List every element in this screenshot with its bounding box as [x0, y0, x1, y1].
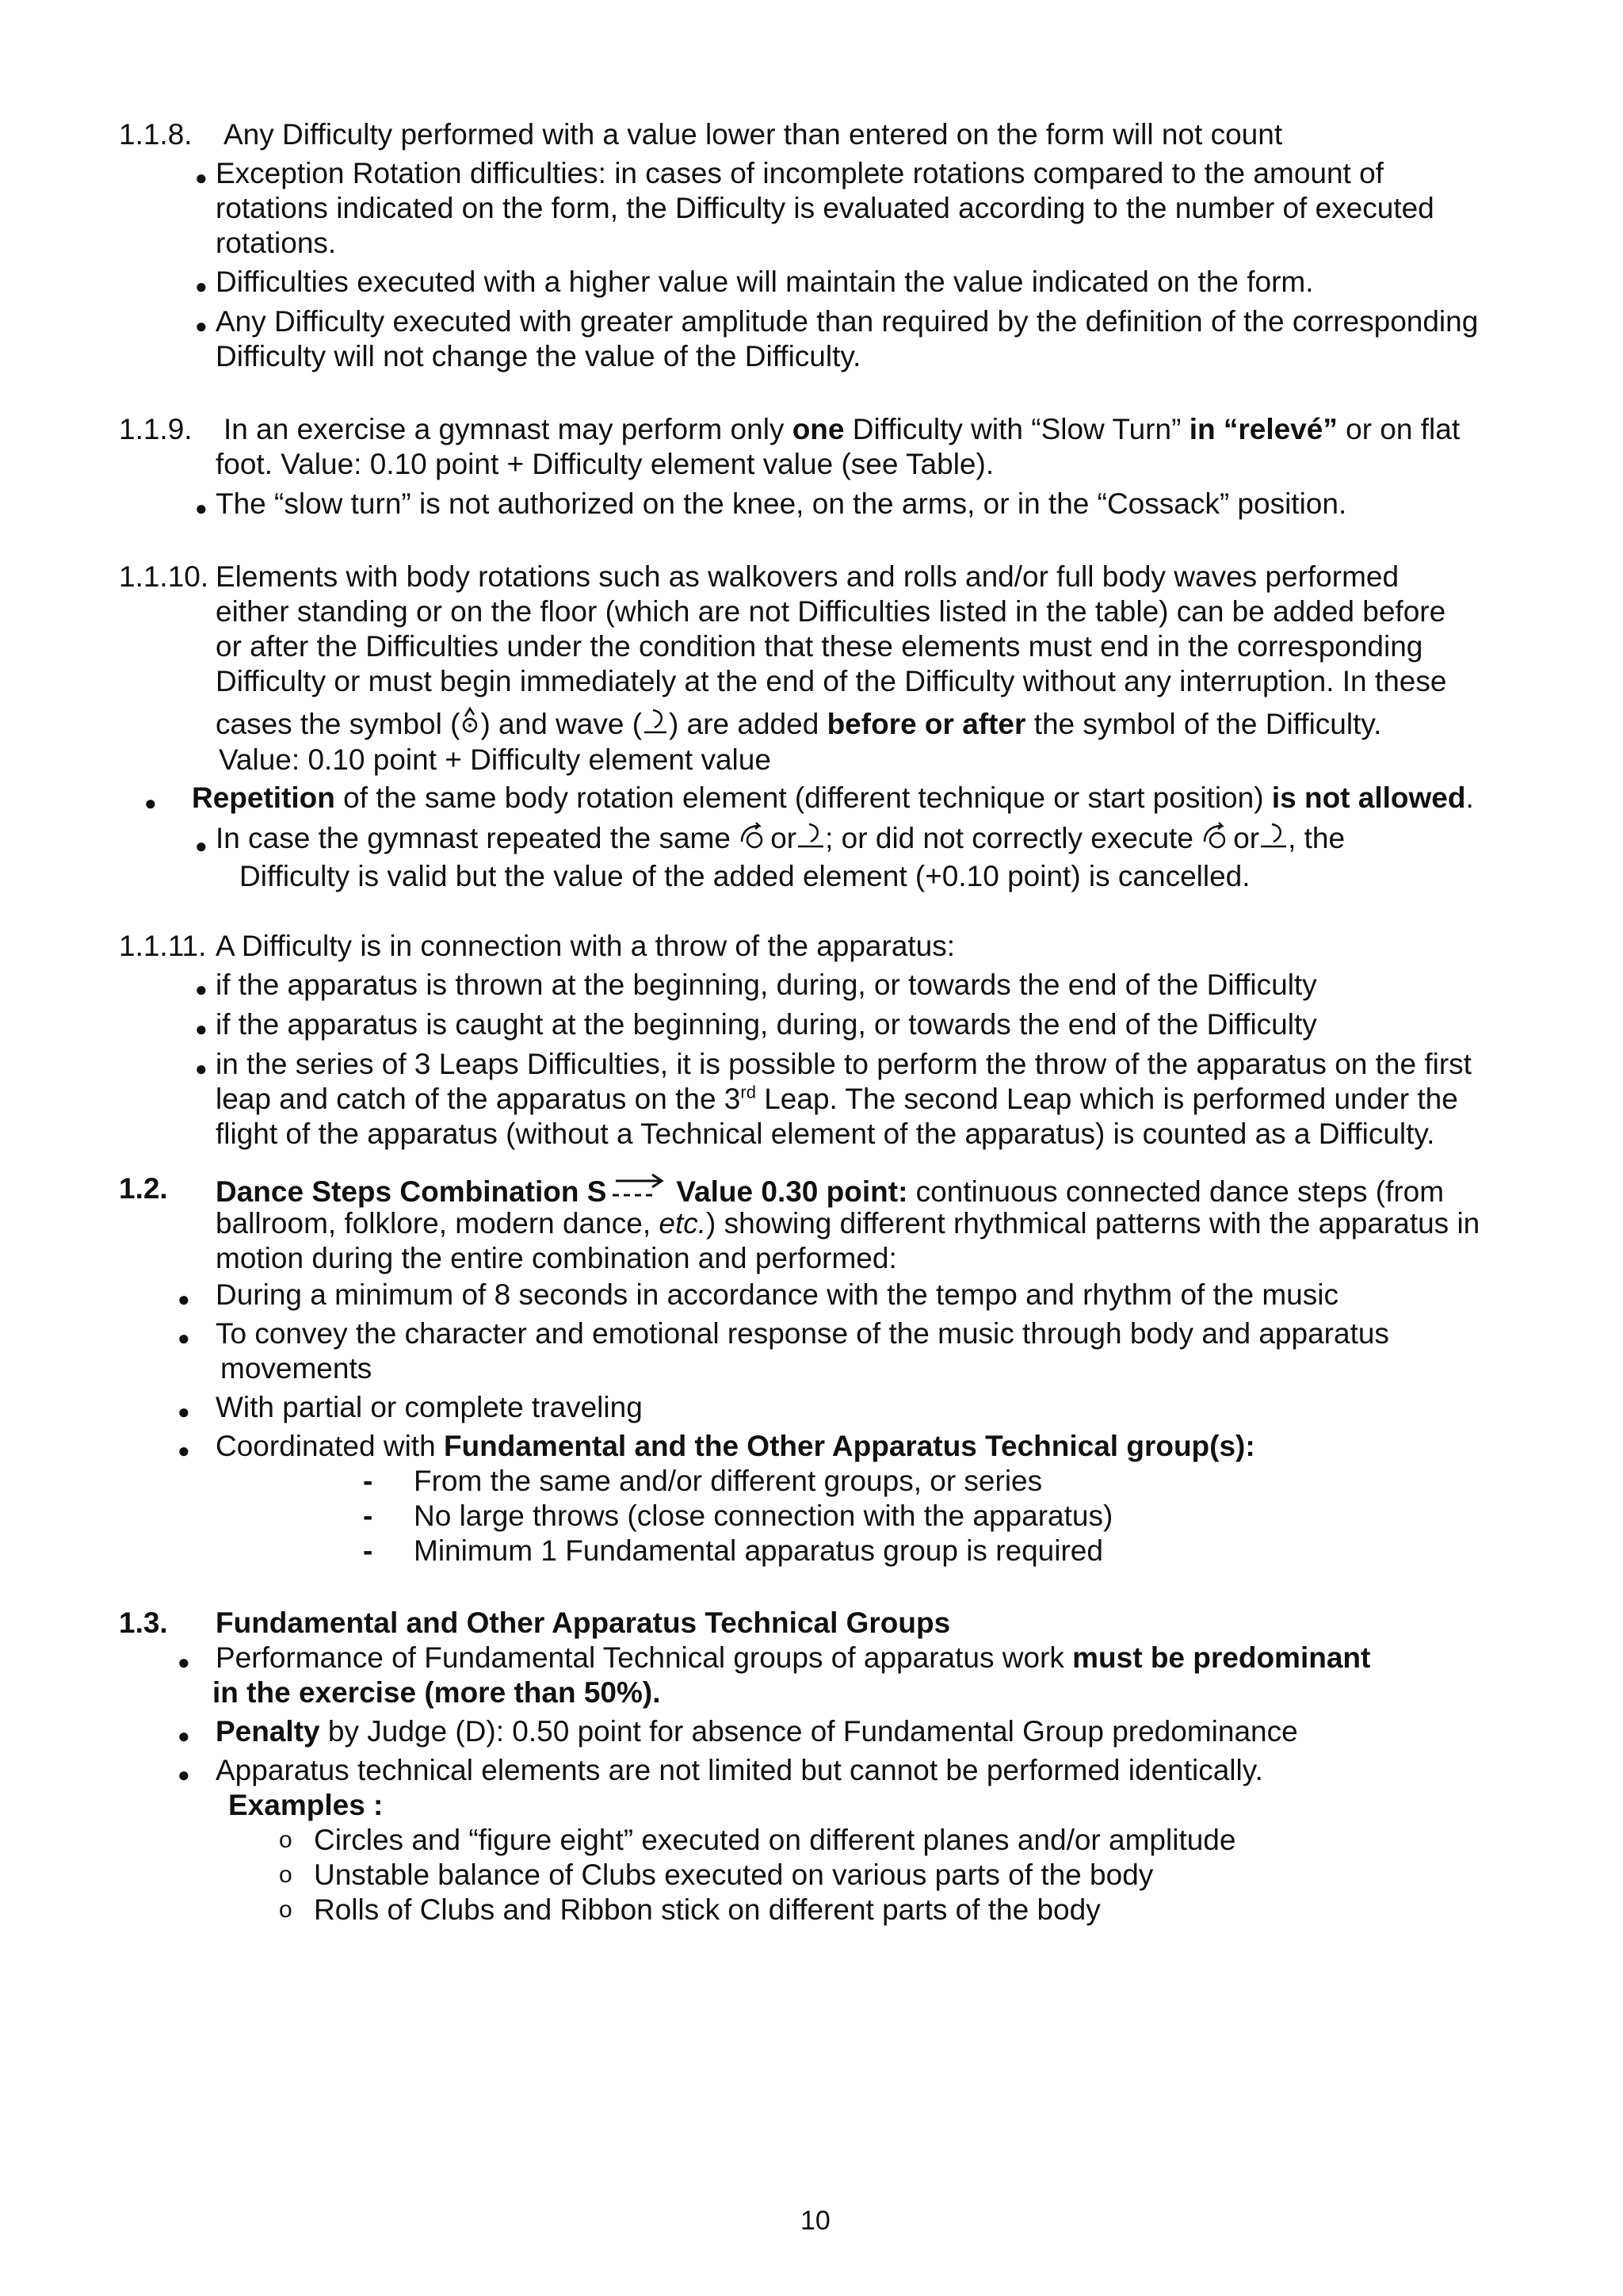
- hollow-bullet: o: [279, 1862, 292, 1888]
- bullet-text: Difficulty is valid but the value of the added element (+0.10 point) is cancelled.: [239, 860, 1251, 892]
- bullet-text: To convey the character and emotional response of the music through body and apparatus: [216, 1317, 1389, 1350]
- dash-item: No large throws (close connection with the apparatus): [414, 1499, 1113, 1532]
- bullet-text: Difficulties executed with a higher value will maintain the value indicated on the form.: [216, 266, 1314, 298]
- hollow-bullet: o: [279, 1827, 292, 1853]
- bullet-text: Penalty by Judge (D): 0.50 point for absence of Fundamental Group predominance: [216, 1715, 1298, 1748]
- paragraph-line: In an exercise a gymnast may perform only one Difficulty with “Slow Turn” in “relevé” or on flat: [223, 413, 1461, 445]
- examples-label: Examples :: [228, 1789, 384, 1821]
- bullet-text: With partial or complete traveling: [216, 1391, 643, 1423]
- bullet-text: Difficulty will not change the value of the Difficulty.: [216, 340, 861, 372]
- paragraph-line: Any Difficulty performed with a value lower than entered on the form will not count: [223, 118, 1283, 151]
- example-item: Circles and “figure eight” executed on different planes and/or amplitude: [314, 1824, 1236, 1856]
- paragraph-line: Elements with body rotations such as walkovers and rolls and/or full body waves performed: [216, 560, 1400, 593]
- bullet-text: if the apparatus is caught at the beginning, during, or towards the end of the Difficulty: [216, 1008, 1317, 1041]
- bullet-text: in the series of 3 Leaps Difficulties, it is possible to perform the throw of the apparatus on the first: [216, 1048, 1472, 1080]
- bullet-text: movements: [220, 1352, 372, 1385]
- bullet-text: Repetition of the same body rotation element (different technique or start position) is not allowed.: [192, 781, 1474, 814]
- bullet: ●: [144, 791, 157, 815]
- bullet-text: if the apparatus is thrown at the beginning, during, or towards the end of the Difficulty: [216, 968, 1317, 1001]
- bullet: ●: [178, 1650, 190, 1674]
- bullet-text: Apparatus technical elements are not limited but cannot be performed identically.: [216, 1754, 1263, 1786]
- section-number: 1.1.9.: [119, 413, 193, 445]
- paragraph-line: either standing or on the floor (which are not Difficulties listed in the table) can be added before: [216, 595, 1446, 628]
- bullet: ●: [195, 834, 208, 858]
- bullet: ●: [178, 1326, 190, 1350]
- bullet-text: rotations indicated on the form, the Difficulty is evaluated according to the number of executed: [216, 192, 1434, 224]
- bullet-text: In case the gymnast repeated the same or ; or did not correctly execute or , the: [216, 822, 1346, 854]
- wave-symbol-icon: [1259, 821, 1288, 853]
- dash-bullet: -: [363, 1534, 373, 1567]
- bullet-text: rotations.: [216, 227, 337, 259]
- bullet: ●: [195, 977, 208, 1001]
- paragraph-line: ballroom, folklore, modern dance, etc.) showing different rhythmical patterns with the apparatus in: [216, 1207, 1480, 1240]
- page-number: 10: [800, 2206, 831, 2236]
- wave-symbol-icon: [642, 705, 669, 739]
- bullet-text: The “slow turn” is not authorized on the knee, on the arms, or in the “Cossack” position.: [216, 487, 1347, 520]
- bullet-text: Performance of Fundamental Technical groups of apparatus work must be predominant: [216, 1641, 1371, 1674]
- bullet: ●: [178, 1287, 190, 1311]
- paragraph-line: foot. Value: 0.10 point + Difficulty element value (see Table).: [216, 448, 995, 480]
- dash-bullet: -: [363, 1465, 373, 1497]
- bullet: ●: [178, 1763, 190, 1786]
- example-item: Unstable balance of Clubs executed on various parts of the body: [314, 1859, 1154, 1891]
- dash-item: Minimum 1 Fundamental apparatus group is required: [414, 1534, 1103, 1567]
- bullet: ●: [195, 166, 208, 189]
- section-number: 1.2.: [119, 1172, 168, 1205]
- paragraph-line: cases the symbol ( ) and wave ( ) are added before or after the symbol of the Difficulty.: [216, 705, 1381, 742]
- paragraph-line: motion during the entire combination and performed:: [216, 1242, 897, 1274]
- bullet-text: Any Difficulty executed with greater amplitude than required by the definition of the corresponding: [216, 305, 1479, 338]
- paragraph-line: Difficulty or must begin immediately at the end of the Difficulty without any interruption. In these: [216, 665, 1447, 697]
- bullet: ●: [195, 274, 208, 298]
- section-number: 1.1.8.: [119, 118, 193, 151]
- bullet: ●: [195, 314, 208, 338]
- bullet: ●: [178, 1724, 190, 1748]
- bullet: ●: [195, 1056, 208, 1080]
- bullet: ●: [178, 1400, 190, 1423]
- paragraph-line: or after the Difficulties under the condition that these elements must end in the corresponding: [216, 630, 1423, 663]
- dash-bullet: -: [363, 1499, 373, 1532]
- section-number: 1.1.11.: [119, 930, 207, 962]
- paragraph-line: A Difficulty is in connection with a throw of the apparatus:: [216, 930, 956, 962]
- paragraph-line: Value: 0.10 point + Difficulty element value: [219, 743, 771, 776]
- bullet-text: leap and catch of the apparatus on the 3rd Leap. The second Leap which is performed under the: [216, 1082, 1458, 1115]
- bullet-text: During a minimum of 8 seconds in accordance with the tempo and rhythm of the music: [216, 1278, 1338, 1311]
- wave-symbol-icon: [796, 821, 825, 853]
- bullet: ●: [195, 1017, 208, 1041]
- dash-item: From the same and/or different groups, or series: [414, 1465, 1043, 1497]
- bullet: ●: [178, 1438, 190, 1462]
- bullet-text: flight of the apparatus (without a Technical element of the apparatus) is counted as a Difficulty.: [216, 1117, 1435, 1150]
- section-heading: Fundamental and Other Apparatus Technical Groups: [216, 1606, 951, 1639]
- hollow-bullet: o: [279, 1897, 292, 1923]
- bullet-text: Coordinated with Fundamental and the Other Apparatus Technical group(s):: [216, 1430, 1255, 1462]
- dance-steps-symbol-icon: [608, 1171, 671, 1203]
- rotation-symbol-icon: [1201, 821, 1233, 853]
- bullet-text: Exception Rotation difficulties: in cases of incomplete rotations compared to the amount of: [216, 157, 1384, 189]
- section-number: 1.1.10.: [119, 560, 209, 593]
- bullet-text: in the exercise (more than 50%).: [212, 1676, 661, 1709]
- section-heading: Dance Steps Combination S Value 0.30 point: continuous connected dance steps (from: [216, 1171, 1444, 1209]
- bullet: ●: [195, 496, 208, 520]
- example-item: Rolls of Clubs and Ribbon stick on different parts of the body: [314, 1893, 1101, 1926]
- rotation-symbol-icon: [739, 821, 770, 853]
- rotation-symbol-icon: [460, 705, 480, 739]
- section-number: 1.3.: [119, 1606, 168, 1639]
